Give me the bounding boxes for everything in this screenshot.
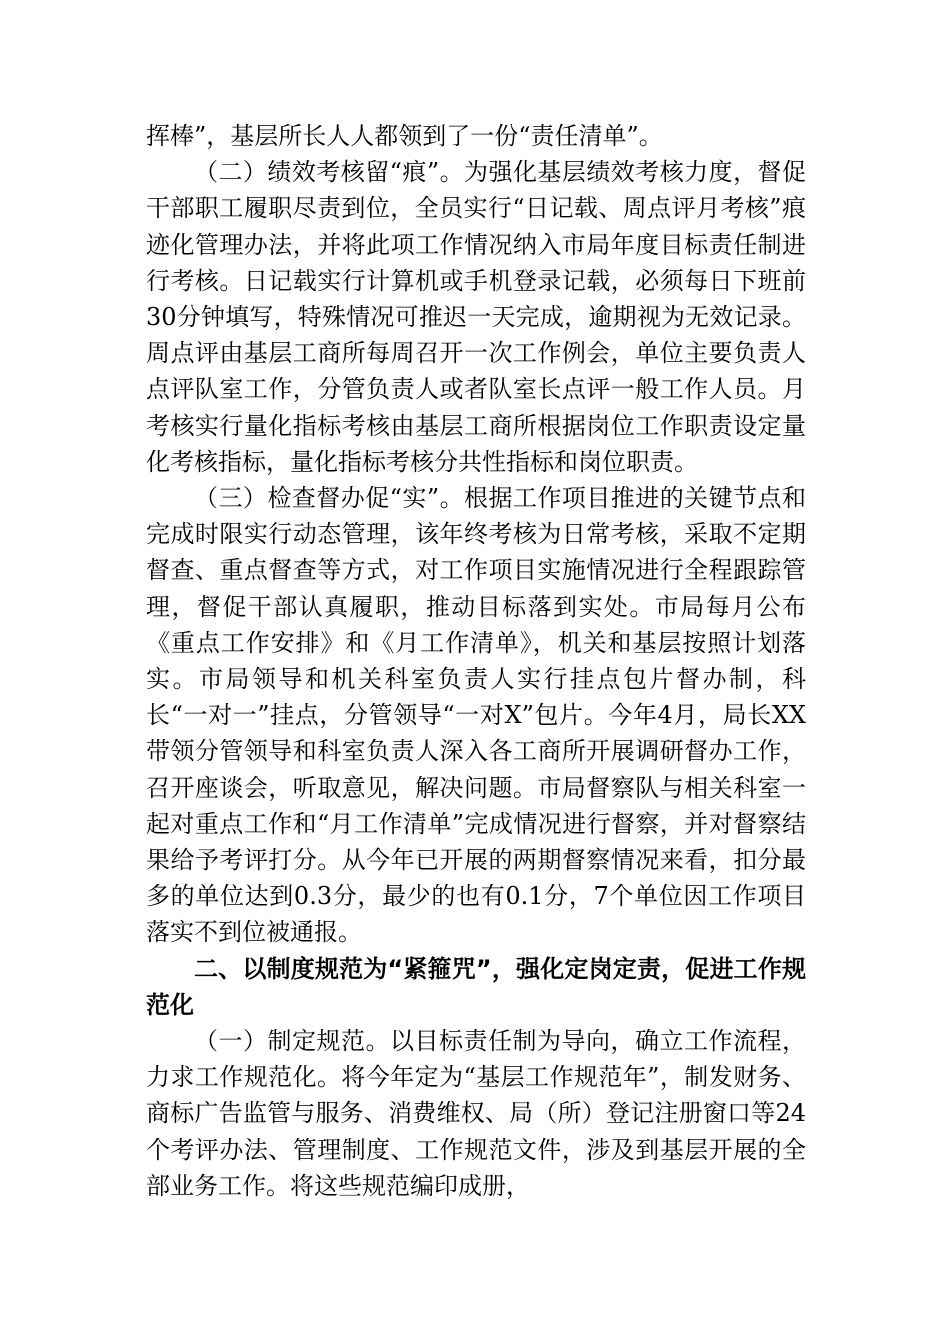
paragraph-lead: （一）制定规范。 bbox=[194, 1027, 390, 1056]
paragraph-lead: （三）检查督办促“实”。 bbox=[194, 484, 465, 513]
paragraph-inspection-supervision bbox=[146, 480, 806, 951]
paragraph-text: 根据工作项目推进的关键节点和完成时限实行动态管理，该年终考核为日常考核，采取不定期督查、重点督查等方式，对工作项目实施情况进行全程跟踪管理，督促干部认真履职，推动目标落到实处。市局每月公布《重点工作安排》和《月工作清单》，机关和基层按照计划落实。市局领导和机关科室负责人实行挂点包片督办制，科长“一对一”挂点，分管领导“一对X”包片。今年4月，局长XX带领分管领导和科室负责人深入各工商所开展调研督办工作，召开座谈会，听取意见，解决问题。市局督察队与相关科室一起对重点工作和“月工作清单”完成情况进行督察，并对督察结果给予考评打分。从今年已开展的两期督察情况来看，扣分最多的单位达到0.3分，最少的也有0.1分，7个单位因工作项目落实不到位被通报。 bbox=[146, 484, 807, 947]
paragraph-text: 为强化基层绩效考核力度，督促干部职工履职尽责到位，全员实行“日记载、周点评月考核”痕迹化管理办法，并将此项工作情况纳入市局年度目标责任制进行考核。日记载实行计算机或手机登录记载，必须每日下班前30分钟填写，特殊情况可推迟一天完成，逾期视为无效记录。周点评由基层工商所每周召开一次工作例会，单位主要负责人点评队室工作，分管负责人或者队室长点评一般工作人员。月考核实行量化指标考核由基层工商所根据岗位工作职责设定量化考核指标，量化指标考核分共性指标和岗位职责。 bbox=[146, 158, 807, 476]
paragraph-performance-assessment bbox=[146, 154, 806, 480]
section-heading bbox=[146, 951, 806, 1023]
paragraph-formulate-standards bbox=[146, 1023, 806, 1204]
paragraph-continuation bbox=[146, 118, 806, 154]
paragraph-text: 以目标责任制为导向，确立工作流程，力求工作规范化。将今年定为“基层工作规范年”，制发财务、商标广告监管与服务、消费维权、局（所）登记注册窗口等24个考评办法、管理制度、工作规范文件，涉及到基层开展的全部业务工作。将这些规范编印成册， bbox=[146, 1027, 806, 1200]
document-page bbox=[146, 118, 806, 1204]
paragraph-text: 挥棒”，基层所长人人都领到了一份“责任清单”。 bbox=[146, 122, 663, 150]
section-heading-text: 二、以制度规范为“紧箍咒”，强化定岗定责，促进工作规范化 bbox=[146, 954, 806, 1019]
paragraph-lead: （二）绩效考核留“痕”。 bbox=[194, 158, 465, 187]
